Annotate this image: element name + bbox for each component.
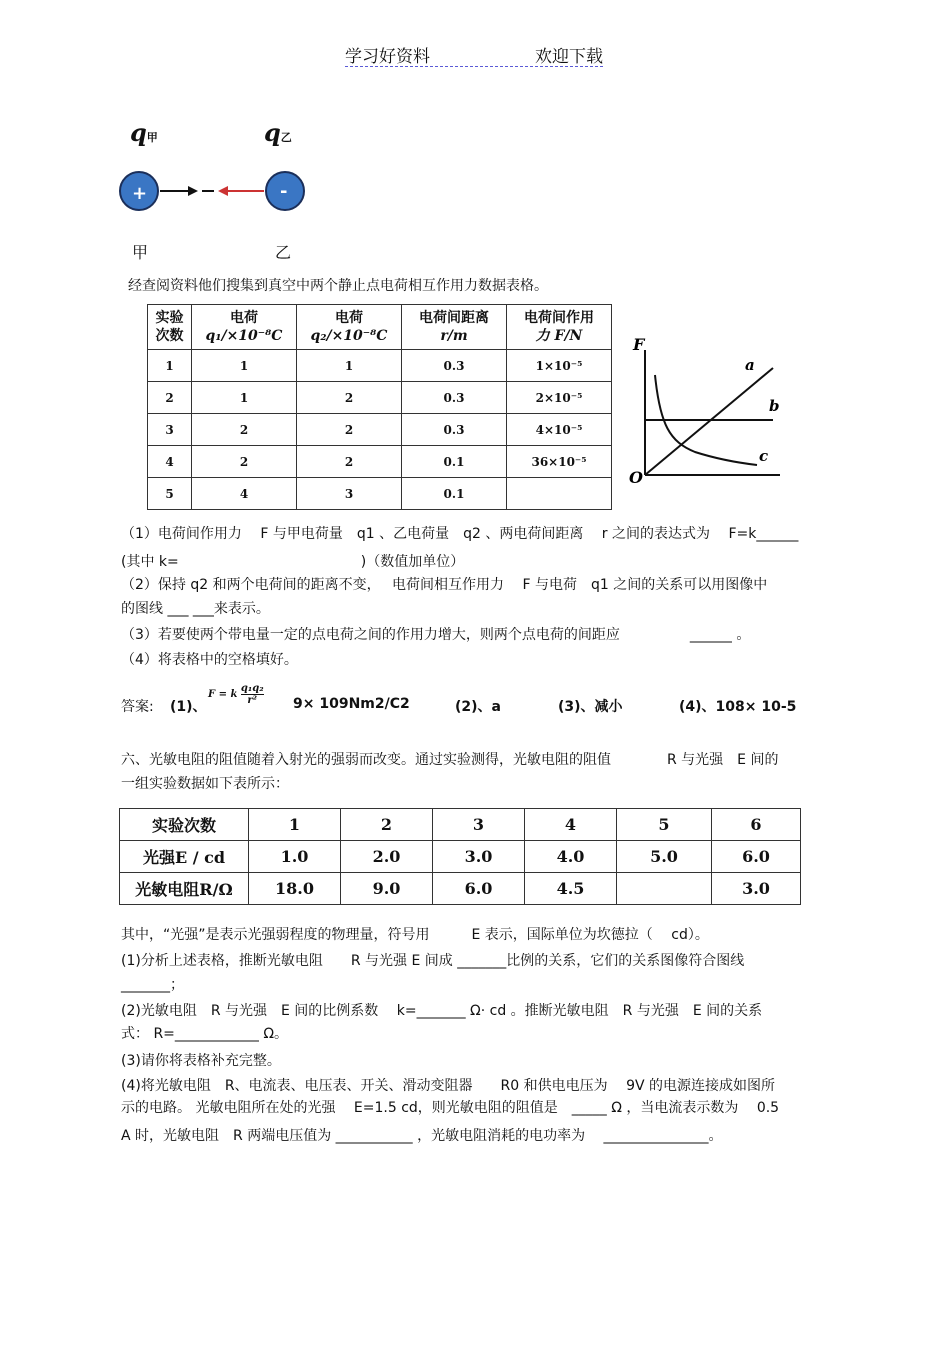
q-yi-label: q乙 bbox=[264, 118, 292, 147]
intro-text: 经查阅资料他们搜集到真空中两个静止点电荷相互作用力数据表格。 bbox=[128, 278, 548, 294]
table-cell: 2 bbox=[148, 382, 192, 414]
table-cell: 0.1 bbox=[402, 478, 507, 510]
table-row bbox=[148, 414, 612, 446]
section6-p5b: 示的电路。 光敏电阻所在处的光强 E=1.5 cd，则光敏电阻的阻值是 _____ Ω ，当电流表示数为 0.5 bbox=[121, 1100, 780, 1116]
answer-label: 答案: bbox=[121, 699, 154, 715]
graph-b-label: b bbox=[769, 397, 780, 415]
question-1b: (其中 k= )（数值加单位） bbox=[121, 554, 465, 570]
table-cell: 5 bbox=[617, 809, 712, 841]
section6-p2a: (1)分析上述表格，推断光敏电阻 R 与光强 E 间成 _______比例的关系，它们的关系图像符合图线 bbox=[121, 953, 745, 969]
table-cell: 光敏电阻R/Ω bbox=[120, 873, 249, 905]
table-cell: 光强E / cd bbox=[120, 841, 249, 873]
charge-data-table bbox=[147, 304, 612, 510]
table-row bbox=[148, 446, 612, 478]
table-cell bbox=[617, 873, 712, 905]
table-cell: 3.0 bbox=[433, 841, 525, 873]
arrow-right-icon bbox=[188, 186, 198, 196]
table-row bbox=[148, 350, 612, 382]
table-cell: 2 bbox=[297, 414, 402, 446]
table-row bbox=[120, 873, 801, 905]
graph-a-label: a bbox=[745, 356, 755, 374]
table-cell: 2.0 bbox=[341, 841, 433, 873]
answer-1: (1)、 bbox=[170, 699, 207, 715]
table-cell: 6 bbox=[712, 809, 801, 841]
table-cell: 5.0 bbox=[617, 841, 712, 873]
question-2a: （2）保持 q2 和两个电荷间的距离不变， 电荷间相互作用力 F 与电荷 q1 之间的关系可以用图像中 bbox=[121, 577, 768, 593]
force-graph bbox=[625, 330, 785, 490]
table-cell: 1×10⁻⁵ bbox=[507, 350, 612, 382]
table-cell: 实验次数 bbox=[120, 809, 249, 841]
table-row bbox=[120, 841, 801, 873]
table-cell: 4 bbox=[192, 478, 297, 510]
graph-origin: O bbox=[629, 468, 643, 487]
answer-formula: F = k $\frac{\text{q₁q₂}}{\text{r²}}$ bbox=[208, 683, 264, 706]
section6-p4: (3)请你将表格补充完整。 bbox=[121, 1053, 281, 1069]
question-2b: 的图线 ___ ___来表示。 bbox=[121, 601, 270, 617]
header-right: 欢迎下载 bbox=[535, 47, 603, 67]
question-4: （4）将表格中的空格填好。 bbox=[121, 652, 298, 668]
table-cell: 2 bbox=[297, 446, 402, 478]
label-jia: 甲 bbox=[132, 243, 149, 262]
answer-3: (3)、减小 bbox=[558, 699, 623, 715]
table-cell bbox=[507, 478, 612, 510]
minus-sign: - bbox=[280, 181, 288, 202]
table-cell: 4 bbox=[148, 446, 192, 478]
table-row bbox=[148, 382, 612, 414]
table-row bbox=[148, 478, 612, 510]
section6-intro-2: 一组实验数据如下表所示： bbox=[121, 776, 289, 792]
table-cell: 0.3 bbox=[402, 414, 507, 446]
section6-p3a: (2)光敏电阻 R 与光强 E 间的比例系数 k=_______ Ω· cd 。推断光敏电阻 R 与光强 E 间的关系 bbox=[121, 1003, 763, 1019]
answer-1-value: 9× 109Nm2/C2 bbox=[293, 696, 410, 712]
header-cell: 电荷间作用 力 F/N bbox=[507, 305, 612, 350]
table-cell: 36×10⁻⁵ bbox=[507, 446, 612, 478]
table-cell: 0.3 bbox=[402, 350, 507, 382]
section6-p1: 其中，“光强”是表示光强弱程度的物理量，符号用 E 表示，国际单位为坎德拉（ cd）。 bbox=[121, 927, 709, 943]
table-cell: 6.0 bbox=[433, 873, 525, 905]
section6-p5c: A 时，光敏电阻 R 两端电压值为 ___________ ，光敏电阻消耗的电功率为 _______________。 bbox=[121, 1128, 723, 1144]
graph-c-label: c bbox=[759, 447, 769, 465]
table-cell: 2×10⁻⁵ bbox=[507, 382, 612, 414]
section6-intro-1: 六、光敏电阻的阻值随着入射光的强弱而改变。通过实验测得，光敏电阻的阻值 R 与光强 E 间的 bbox=[121, 752, 779, 768]
answer-2: (2)、a bbox=[455, 699, 501, 715]
table-cell: 6.0 bbox=[712, 841, 801, 873]
table-header-row bbox=[148, 305, 612, 350]
header-cell: 电荷 q₂/×10⁻⁸C bbox=[297, 305, 402, 350]
table-row bbox=[120, 809, 801, 841]
section6-p3b: 式： R=____________ Ω。 bbox=[121, 1026, 289, 1042]
q-jia-label: q甲 bbox=[130, 118, 158, 147]
table-cell: 0.1 bbox=[402, 446, 507, 478]
table-cell: 1 bbox=[192, 382, 297, 414]
table-cell: 2 bbox=[341, 809, 433, 841]
charge-diagram bbox=[118, 165, 318, 225]
table-cell: 5 bbox=[148, 478, 192, 510]
graph-f-label: F bbox=[633, 335, 645, 354]
header-cell: 实验 次数 bbox=[148, 305, 192, 350]
plus-sign: + bbox=[132, 183, 148, 204]
table-cell: 3 bbox=[433, 809, 525, 841]
section6-p5a: (4)将光敏电阻 R、电流表、电压表、开关、滑动变阻器 R0 和供电电压为 9V 的电源连接成如图所 bbox=[121, 1078, 776, 1094]
table-cell: 4.5 bbox=[525, 873, 617, 905]
charge-figure bbox=[118, 110, 318, 270]
table-cell: 1 bbox=[297, 350, 402, 382]
table-cell: 9.0 bbox=[341, 873, 433, 905]
light-resistance-table bbox=[119, 808, 801, 905]
question-1a: （1）电荷间作用力 F 与甲电荷量 q1 、乙电荷量 q2 、两电荷间距离 r 之间的表达式为 F=k______ bbox=[121, 526, 799, 542]
label-yi: 乙 bbox=[275, 243, 292, 262]
section6-p2b: _______； bbox=[121, 977, 184, 993]
header-cell: 电荷间距离 r/m bbox=[402, 305, 507, 350]
table-cell: 2 bbox=[297, 382, 402, 414]
table-cell: 1 bbox=[249, 809, 341, 841]
header-cell: 电荷 q₁/×10⁻⁸C bbox=[192, 305, 297, 350]
table-cell: 1.0 bbox=[249, 841, 341, 873]
question-3: （3）若要使两个带电量一定的点电荷之间的作用力增大，则两个点电荷的间距应 ______ 。 bbox=[121, 627, 751, 643]
table-cell: 4 bbox=[525, 809, 617, 841]
page-header bbox=[345, 42, 603, 67]
table-cell: 2 bbox=[192, 446, 297, 478]
table-cell: 2 bbox=[192, 414, 297, 446]
header-left: 学习好资料 bbox=[345, 47, 430, 67]
table-cell: 3 bbox=[297, 478, 402, 510]
table-cell: 3.0 bbox=[712, 873, 801, 905]
table-cell: 0.3 bbox=[402, 382, 507, 414]
answer-4: (4)、108× 10-5 bbox=[679, 699, 797, 715]
table-cell: 4×10⁻⁵ bbox=[507, 414, 612, 446]
table-cell: 1 bbox=[148, 350, 192, 382]
table-cell: 3 bbox=[148, 414, 192, 446]
table-cell: 1 bbox=[192, 350, 297, 382]
table-cell: 4.0 bbox=[525, 841, 617, 873]
table-cell: 18.0 bbox=[249, 873, 341, 905]
